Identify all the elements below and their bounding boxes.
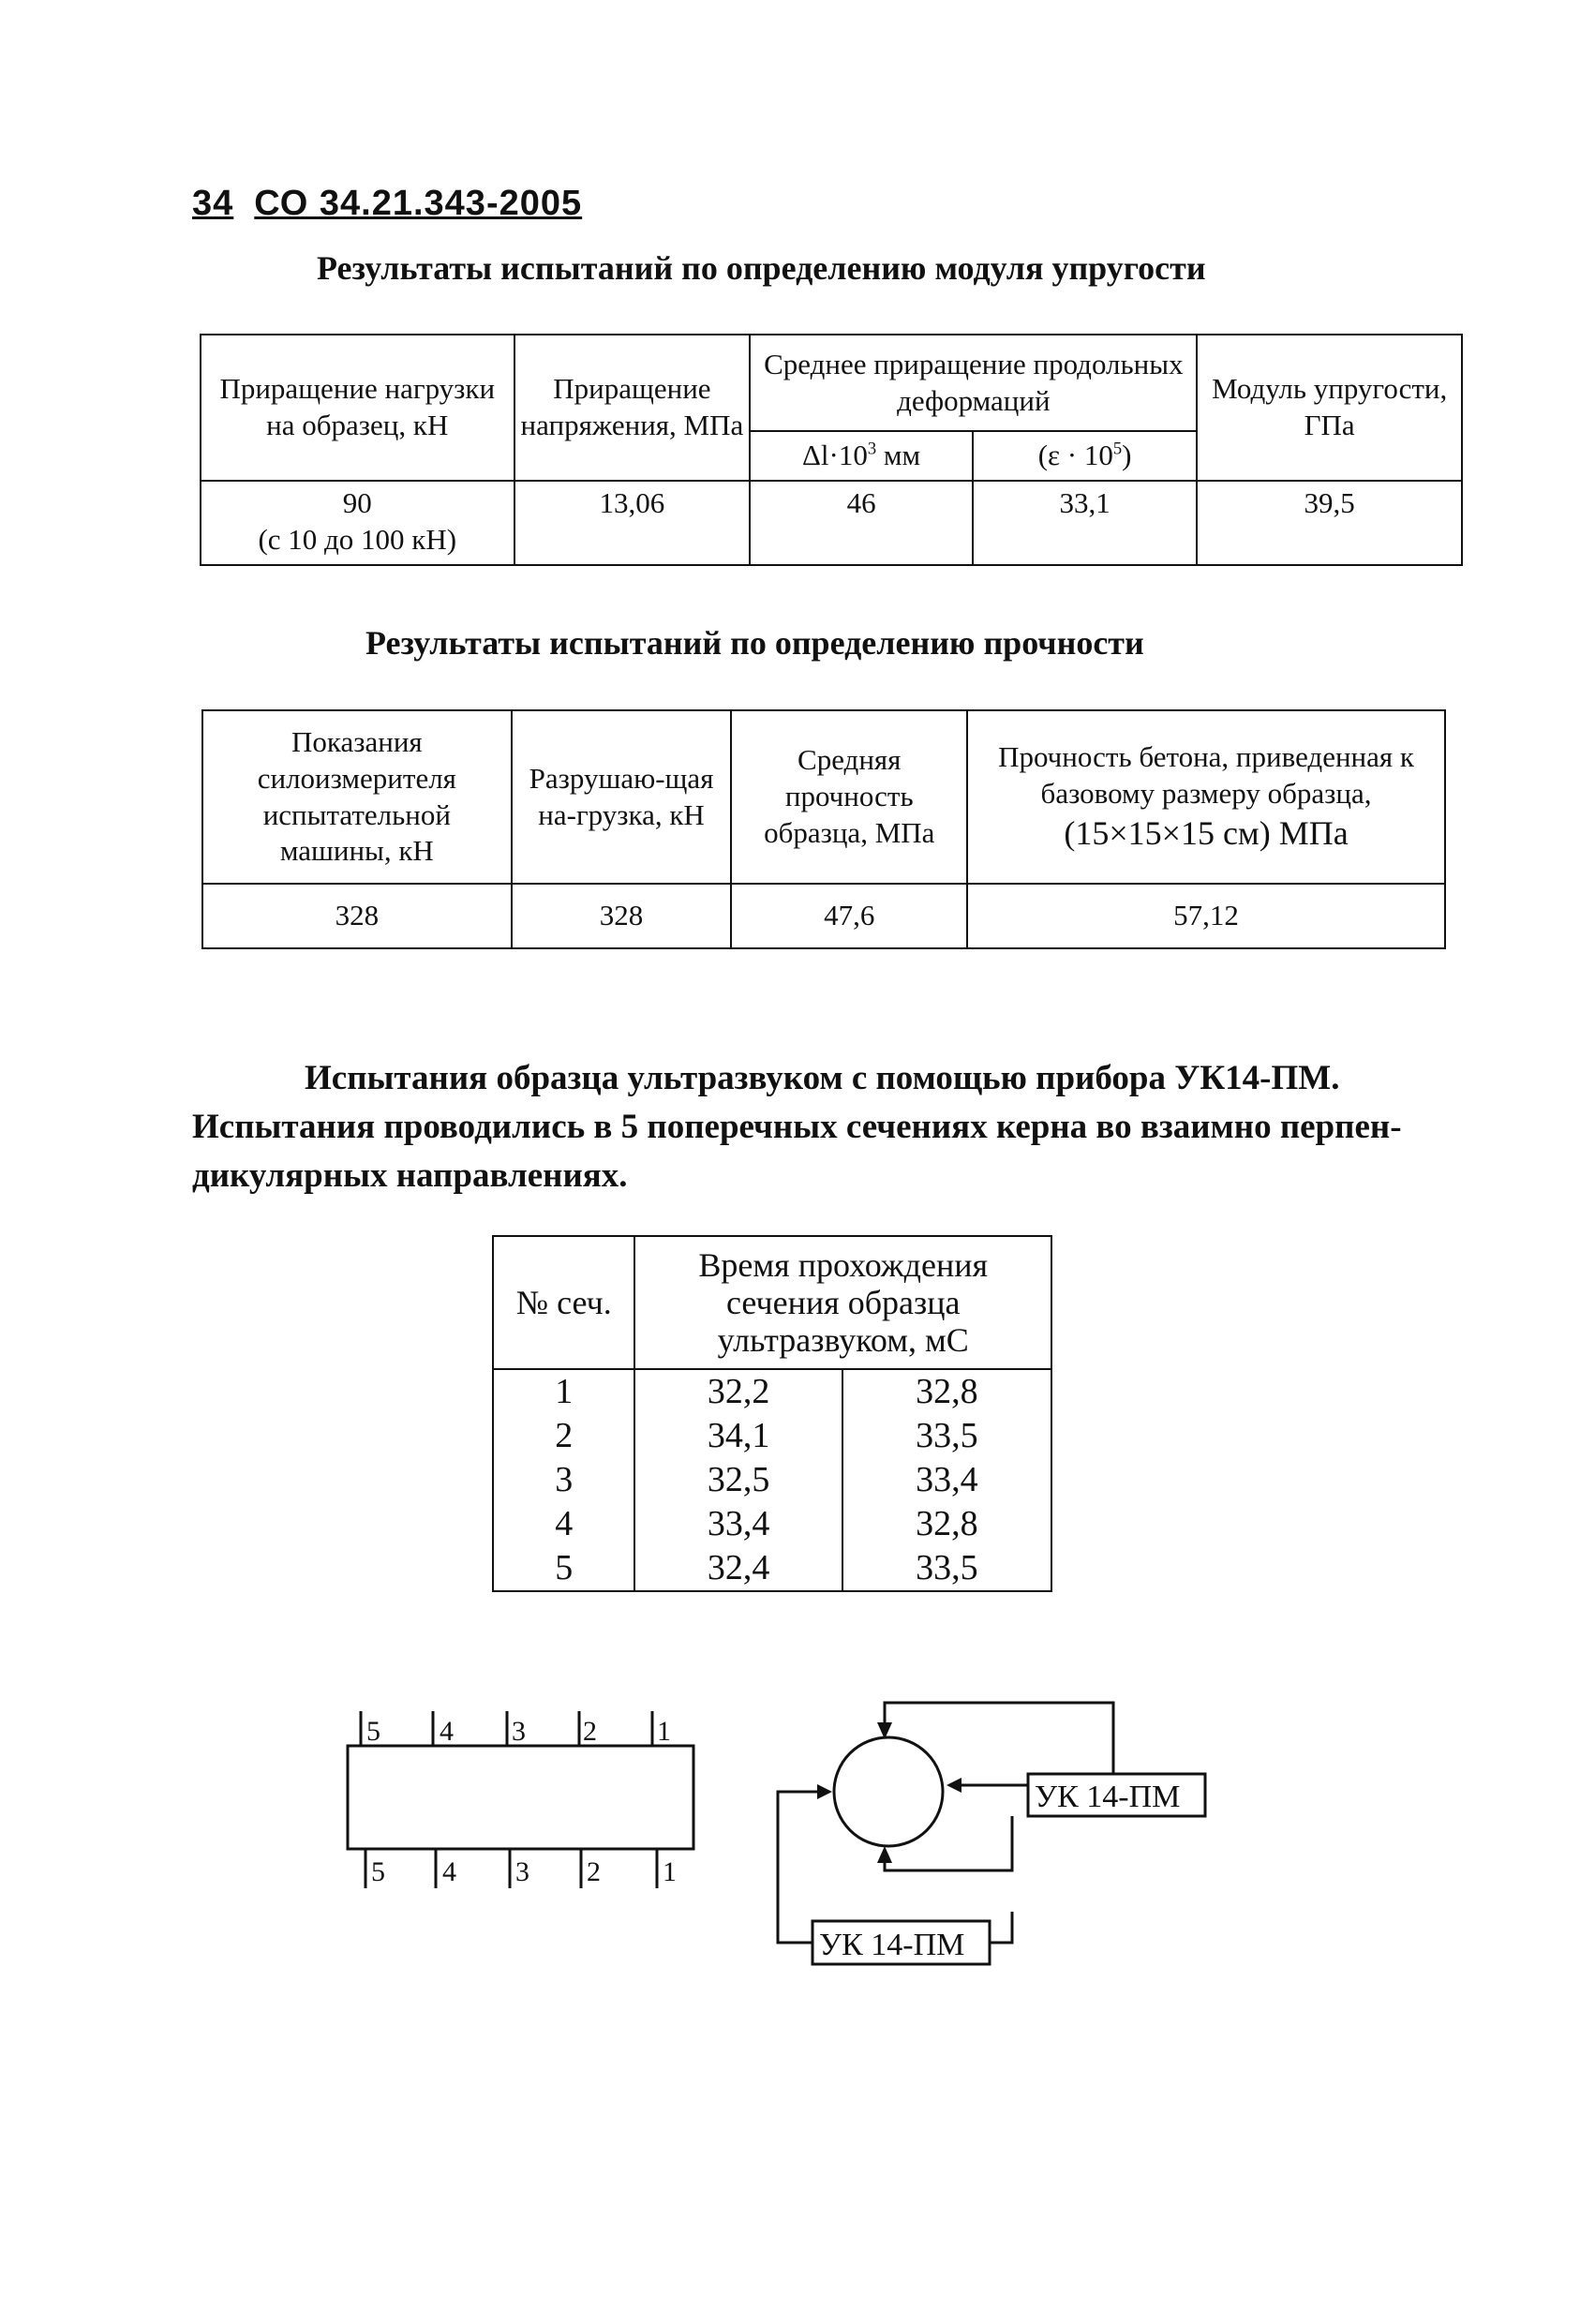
bottom-label-3: 3 [515,1856,529,1887]
section-number: 5 [493,1546,634,1591]
top-label-4: 4 [440,1716,454,1747]
header-time: Время прохождения сечения образца ультразвуком, мС [634,1236,1051,1369]
time-b: 33,5 [842,1414,1051,1458]
arrow-up-icon [877,1846,892,1863]
top-label-2: 2 [583,1716,597,1747]
header-delta-l: $\Delta l\cdot 10^3$ мм [750,431,973,481]
header-section: № сеч. [493,1236,634,1369]
cell-load-range: (с 10 до 100 кН) [258,522,457,556]
specimen-rectangle [348,1746,693,1849]
section-number: 4 [493,1502,634,1546]
time-a: 33,4 [634,1502,842,1546]
bottom-label-1: 1 [663,1856,677,1887]
ultrasound-line-2: дикулярных направлениях. [192,1156,628,1195]
section-number: 3 [493,1458,634,1502]
connector-top [885,1703,1113,1774]
ultrasound-title: Испытания образца ультразвуком с помощью прибора УК14-ПМ. [305,1059,1340,1097]
header-concrete-strength: Прочность бетона, приведенная к базовому размеру образца, (15×15×15 см) МПа [967,710,1445,884]
document-code: СО 34.21.343-2005 [254,184,583,223]
page-number: 34 [192,184,234,223]
header-epsilon: $(\varepsilon \cdot 10^5)$ [973,431,1197,481]
device-label-right: УК 14-ПМ [1035,1780,1181,1814]
cell-avg-strength: 47,6 [731,884,967,948]
cell-modulus: 39,5 [1197,481,1462,565]
time-b: 32,8 [842,1502,1051,1546]
time-b: 33,4 [842,1458,1051,1502]
header-readings: Показания силоизмерителя испытательной машины, кН [202,710,512,884]
core-section-circle [834,1737,943,1846]
cell-readings: 328 [202,884,512,948]
header-avg-deformation: Среднее приращение продольных деформаций [750,335,1197,431]
cell-epsilon: 33,1 [973,481,1197,565]
device-label-bottom: УК 14-ПМ [819,1928,965,1962]
header-modulus: Модуль упругости, ГПа [1197,335,1462,481]
top-label-3: 3 [512,1716,526,1747]
top-label-5: 5 [366,1716,380,1747]
section-number: 2 [493,1414,634,1458]
time-b: 33,5 [842,1546,1051,1591]
cell-concrete-strength: 57,12 [967,884,1445,948]
cell-delta-l: 46 [750,481,973,565]
top-label-1: 1 [657,1716,671,1747]
time-a: 34,1 [634,1414,842,1458]
arrow-left-icon [947,1778,961,1793]
cell-breaking-load: 328 [512,884,732,948]
header-avg-strength: Средняя прочность образца, МПа [731,710,967,884]
arrow-heads [817,1722,961,1863]
ultrasound-line-1: Испытания проводились в 5 поперечных сечениях керна во взаимно перпен- [192,1108,1402,1146]
time-a: 32,4 [634,1546,842,1591]
bottom-label-4: 4 [442,1856,456,1887]
bottom-label-5: 5 [371,1856,385,1887]
bottom-label-2: 2 [587,1856,601,1887]
header-load-increment: Приращение нагрузки на образец, кН [201,335,514,481]
section-number: 1 [493,1369,634,1414]
time-a: 32,5 [634,1458,842,1502]
elasticity-title: Результаты испытаний по определению модуля упругости [317,249,1206,287]
connector-bottom-right [990,1912,1012,1943]
time-a: 32,2 [634,1369,842,1414]
time-b: 32,8 [842,1369,1051,1414]
arrow-right-icon [817,1784,832,1799]
header-stress-increment: Приращение напряжения, МПа [514,335,751,481]
strength-title: Результаты испытаний по определению прочности [365,624,1144,662]
cell-load-value: 90 [342,486,372,519]
header-breaking-load: Разрушаю-щая на-грузка, кН [512,710,732,884]
cell-stress: 13,06 [514,481,751,565]
